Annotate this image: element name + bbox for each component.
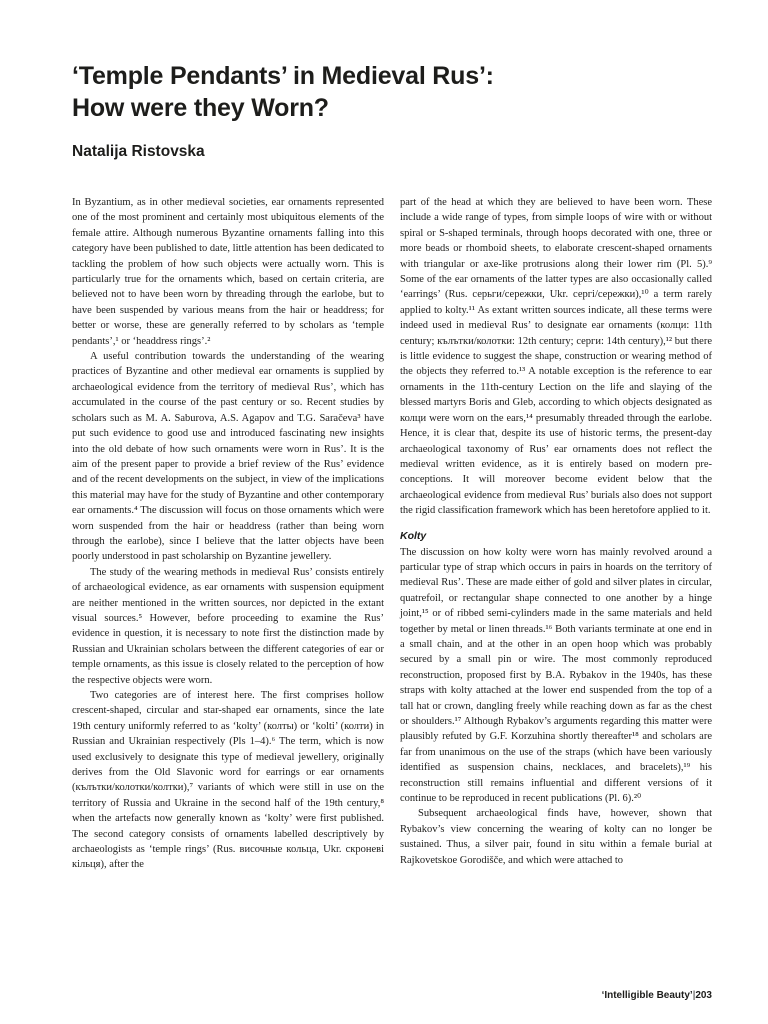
paragraph: part of the head at which they are believed to have been worn. These include a wide range of types, from simple loops of wire with or without spiral or S-shaped terminals, through hoops decorated with one, three or more beads or rhomboid sheets, to elaborate crescent-shaped ornaments with triangular or axe-like protrusions along their lower rim (Pl. 5).⁹ Some of the ear ornaments of the latter types are also occasionally called ‘earrings’ (Rus. серьги/сережки, Ukr. сергi/сережки),¹⁰ a term rarely applied to kolty.¹¹ As extant written sources indicate, all these terms were indeed used in medieval Rus’ to designate ear ornaments (колци: 11th century; кълътки/колотки: 12th century; серги: 14th century),¹² but there is little evidence to suggest the shape, construction or wearing method of the objects they referred to.¹³ A notable exception is the reference to ear ornaments in the 11th-century Lection on the life and slaying of the blessed martyrs Boris and Gleb, according to which objects designated as колци were worn on the ears,¹⁴ presumably threaded through the earlobe. Hence, it is clear that, despite its use of historic terms, the present-day archaeological taxonomy of Rus’ ear ornaments does not reflect the medieval written evidence, as it is entirely based on modern pre-conceptions. It will moreover become evident below that the archaeological evidence from medieval Rus’ burials also does not support the rigid classification framework which has been heretofore applied to it. [400, 197, 712, 517]
page-footer [602, 990, 712, 1001]
article-title [72, 60, 712, 124]
paragraph: The discussion on how kolty were worn has mainly revolved around a particular type of strap which occurs in pairs in hoards on the territory of medieval Rus’. These are made either of gold and silver plates in circular, quatrefoil, or rectangular shape connected to one another by a hinge joint,¹⁵ or of ribbed semi-cylinders made in the same materials and held together by metal or linen threads.¹⁶ Both variants terminate at one end in a small chain, and at the other in an open hoop which was probably secured by a small pin or wire. The most commonly reproduced reconstruction, proposed first by B.A. Rybakov in the 1940s, has these straps with kolty attached at the lower end suspended from the top of a tall hat or crown, dangling freely while reaching down as far as the chest or shoulders.¹⁷ Although Rybakov’s arguments regarding this matter were plausibly refuted by G.F. Korzuhina shortly thereafter¹⁸ and scholars are far from unanimous on the use of the straps (which have been variously identified as suspension chains, necklaces, and bracelets),¹⁹ his reconstruction still remains influential and different versions of it continue to be reproduced in recent publications (Pl. 6).²⁰ [400, 546, 712, 805]
author-name: Natalija Ristovska [72, 143, 205, 160]
section-heading: Kolty [400, 529, 427, 542]
paragraph: The study of the wearing methods in medieval Rus’ consists entirely of archaeological evidence, as ear ornaments with suspension equipment are neither mentioned in the written sources, nor depicted in the extant visual sources.⁵ However, before proceeding to examine the Rus’ evidence in question, it is necessary to note first the distinction made by Russian and Ukrainian scholars between the different categories of ear or temple ornaments, as this issue is closely related to the perception of how the respective objects were worn. [72, 566, 384, 686]
footer-separator: | [692, 990, 696, 1001]
right-column [400, 195, 712, 868]
paragraph: Two categories are of interest here. The first comprises hollow crescent-shaped, circular and star-shaped ear ornaments, since the late 19th century uniformly referred to as ‘kolty’ (колты) or ‘kolti’ (колти) in Russian and Ukrainian respectively (Pls 1–4).⁶ The term, which is now used exclusively to designate this type of medieval jewellery, originally derives from the Old Slavonic word for earrings or ear ornaments (кълътки/колотки/колтки),⁷ variants of which were still in use on the territory of Russia and Ukraine in the second half of the 19th century,⁸ when the artefacts now generally known as ‘kolty’ were first published. The second category consists of ornaments labelled descriptively by archaeologists as ‘temple rings’ (Rus. височные кольца, Ukr. скроневі кільця), after the [72, 690, 384, 871]
paragraph: Subsequent archaeological finds have, however, shown that Rybakov’s view concerning the wearing of kolty can no longer be sustained. Thus, a silver pair, found in situ within a female burial at Rajkovetskoe Gorodišče, and which were attached to [400, 808, 712, 866]
paragraph: A useful contribution towards the understanding of the wearing practices of Byzantine and other medieval ear ornaments is supplied by archaeological evidence from the territory of medieval Rus’, which has accumulated in the course of the past century or so. Recent studies by scholars such as M. A. Saburova, A.S. Agapov and T.G. Saračeva³ have put such evidence to good use and introduced fascinating new insights into the old debate of how such ornaments were worn in Rus’. It is the aim of the present paper to provide a brief review of the Rus’ evidence and of the recent developments on the subject, in view of the implications this material may have for the study of Byzantine and other contemporary ear ornaments.⁴ The discussion will focus on those ornaments which were worn suspended from the hair or headdress (rather than being worn through the earlobe), since I believe that the latter objects have been poorly understood in past scholarship on Byzantine jewellery. [72, 351, 384, 563]
title-line-2: How were they Worn? [72, 94, 329, 122]
footer-book-title: ‘Intelligible Beauty’ [601, 990, 693, 1001]
left-column [72, 195, 384, 873]
title-line-1: ‘Temple Pendants’ in Medieval Rus’: [72, 62, 494, 90]
paragraph: In Byzantium, as in other medieval societies, ear ornaments represented one of the most prominent and certainly most ubiquitous elements of the female attire. Although numerous Byzantine ornaments falling into this category have been published to date, little attention has been dedicated to tackling the problem of how such objects were actually worn. This is particularly true for the ornaments which, based on certain criteria, are believed not to have been worn by threading through the earlobe, but to have been suspended by various means from the hair or headdress; for better or worse, these are generally referred to by scholars as ‘temple pendants’,¹ or ‘headdress rings’.² [72, 197, 384, 347]
page-number: 203 [695, 990, 712, 1001]
